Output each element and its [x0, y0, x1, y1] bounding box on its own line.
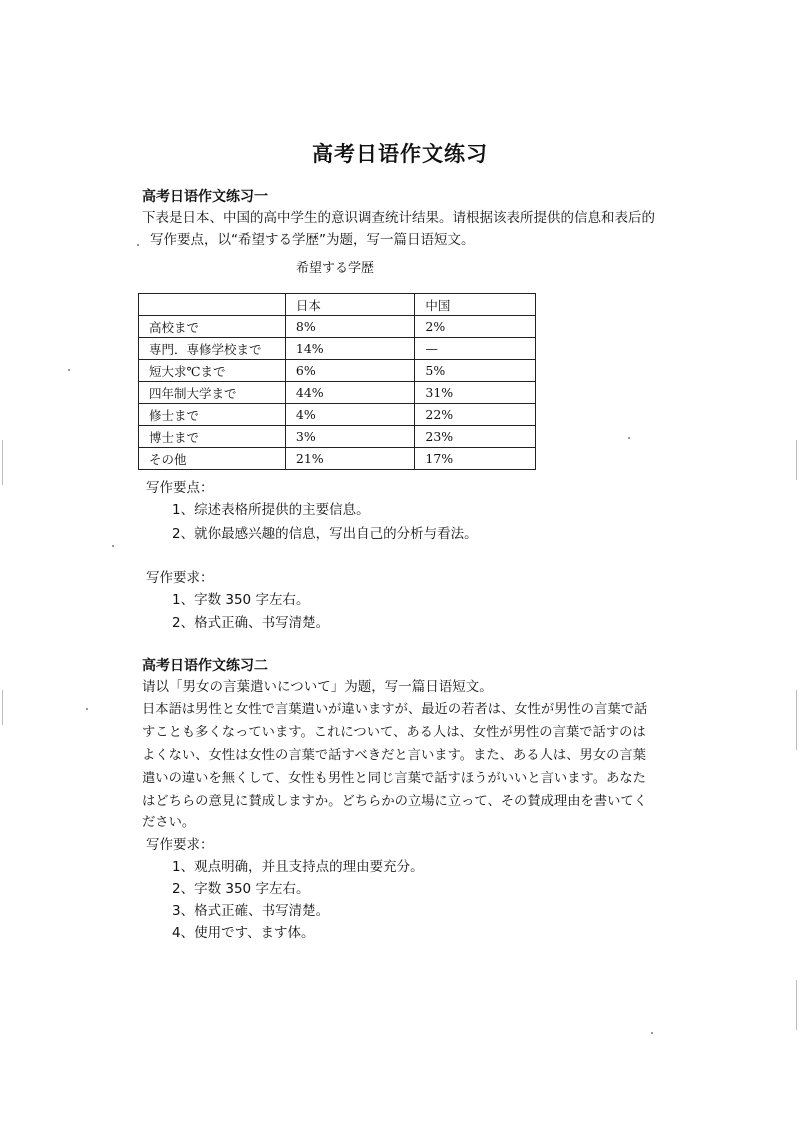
requirement-item: 1、观点明确，并且支持点的理由要充分。: [172, 859, 424, 875]
table-header-row: [139, 294, 536, 316]
exercise1-prompt-line1: 下表是日本、中国的高中学生的意识调查统计结果。请根据该表所提供的信息和表后的: [142, 210, 655, 226]
passage-line: 遣いの違いを無くして、女性も男性と同じ言葉で話すほうがいいと言います。あなた: [142, 771, 646, 786]
scan-edge-mark: [796, 690, 797, 750]
table-cell: 短大求℃まで: [139, 360, 286, 382]
table-row: [139, 382, 536, 404]
table-row: [139, 426, 536, 448]
scan-speck: [137, 244, 139, 246]
table-cell: 6%: [285, 360, 415, 382]
exercise1-heading: 高考日语作文练习一: [142, 189, 268, 205]
table-cell: その他: [139, 448, 286, 470]
requirements-label: 写作要求：: [146, 570, 214, 586]
table-row: [139, 448, 536, 470]
table-row: [139, 360, 536, 382]
table-cell: 8%: [285, 316, 415, 338]
point-item: 1、综述表格所提供的主要信息。: [172, 502, 370, 518]
passage-line: ださい。: [142, 815, 196, 830]
scan-speck: [86, 708, 88, 710]
scan-speck: [651, 1032, 653, 1034]
exercise2-requirements-label: 写作要求：: [146, 837, 214, 853]
passage-line: はどちらの意見に賛成しますか。どちらかの立場に立って、その賛成理由を書いてく: [142, 794, 648, 809]
table-cell: 3%: [285, 426, 415, 448]
table-cell: 博士まで: [139, 426, 286, 448]
passage-line: 日本語は男性と女性で言葉遣いが違いますが、最近の若者は、女性が男性の言葉で話: [142, 702, 648, 717]
table-cell: 専門．専修学校まで: [139, 338, 286, 360]
table-cell: 31%: [415, 382, 536, 404]
scan-edge-mark: [796, 440, 797, 480]
exercise1-prompt-line2: 写作要点，以“希望する学歴”为题，写一篇日语短文。: [150, 232, 475, 248]
scan-edge-mark: [796, 980, 797, 1030]
exercise2-prompt: 请以「男女の言葉遣いについて」为题，写一篇日语短文。: [142, 679, 493, 695]
requirement-item: 1、字数 350 字左右。: [172, 592, 310, 608]
exercise2-heading: 高考日语作文练习二: [142, 658, 268, 674]
scan-edge-mark: [2, 440, 3, 485]
table-cell: 5%: [415, 360, 536, 382]
table-cell: 高校まで: [139, 316, 286, 338]
requirement-item: 2、字数 350 字左右。: [172, 881, 310, 897]
passage-line: すことも多くなっています。これについて、ある人は、女性が男性の言葉で話すのは: [142, 725, 646, 740]
table-cell: 17%: [415, 448, 536, 470]
table-cell: 21%: [285, 448, 415, 470]
points-label: 写作要点：: [146, 480, 214, 496]
table-header-cell: 中国: [415, 294, 536, 316]
requirement-item: 4、使用です、ます体。: [172, 925, 315, 941]
scan-speck: [112, 545, 114, 547]
table-cell: 14%: [285, 338, 415, 360]
table-caption: 希望する学歴: [296, 261, 375, 276]
scan-speck: [68, 369, 70, 371]
table-header-cell: 日本: [285, 294, 415, 316]
scan-edge-mark: [2, 690, 3, 725]
table-cell: —: [415, 338, 536, 360]
table-cell: 23%: [415, 426, 536, 448]
table-cell: 2%: [415, 316, 536, 338]
table-header-cell: [139, 294, 286, 316]
table-cell: 四年制大学まで: [139, 382, 286, 404]
table-cell: 修士まで: [139, 404, 286, 426]
passage-line: よくない、女性は女性の言葉で話すべきだと言います。また、ある人は、男女の言葉: [142, 748, 646, 763]
page-title: 高考日语作文练习: [312, 142, 488, 166]
table-cell: 44%: [285, 382, 415, 404]
table-row: [139, 338, 536, 360]
requirement-item: 2、格式正确、书写清楚。: [172, 615, 330, 631]
point-item: 2、就你最感兴趣的信息，写出自己的分析与看法。: [172, 526, 478, 542]
survey-table: [138, 293, 536, 470]
requirement-item: 3、格式正確、书写清楚。: [172, 903, 330, 919]
table-cell: 4%: [285, 404, 415, 426]
table-row: [139, 404, 536, 426]
scan-speck: [628, 437, 630, 439]
table-row: [139, 316, 536, 338]
table-cell: 22%: [415, 404, 536, 426]
